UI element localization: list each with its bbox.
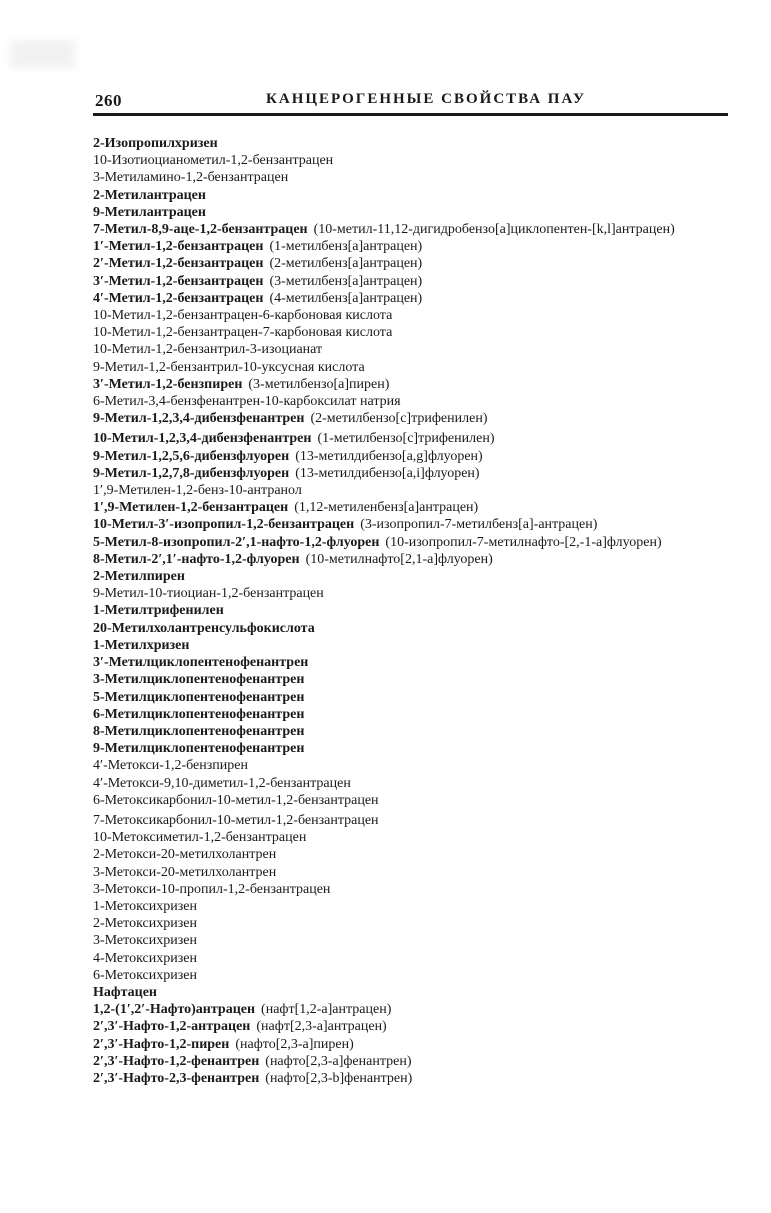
compound-name: 1′-Метил-1,2-бензантрацен	[93, 239, 264, 255]
compound-entry	[93, 273, 733, 290]
compound-entry	[93, 534, 733, 551]
compound-alt-name: (нафто[2,3-а]фенантрен)	[265, 1053, 412, 1069]
compound-entry	[93, 984, 733, 1001]
compound-name: 9-Метилциклопентенофенантрен	[93, 741, 305, 757]
compound-name: 4′-Метокси-9,10-диметил-1,2-бензантрацен	[93, 775, 351, 791]
compound-entry	[93, 812, 733, 829]
compound-alt-name: (1-метилбензо[с]трифенилен)	[317, 431, 495, 447]
compound-name: 2′,3′-Нафто-2,3-фенантрен	[93, 1070, 260, 1086]
compound-name: 2-Метокси-20-метилхолантрен	[93, 847, 277, 863]
compound-name: 1,2-(1′,2′-Нафто)антрацен	[93, 1002, 256, 1018]
compound-name: 10-Метил-1,2-бензантрацен-6-карбоновая кислота	[93, 308, 393, 324]
compound-entry	[93, 915, 733, 932]
compound-entry	[93, 307, 733, 324]
compound-entry	[93, 255, 733, 272]
compound-entry	[93, 135, 733, 152]
compound-entry	[93, 482, 733, 499]
compound-list	[93, 135, 733, 1087]
compound-alt-name: (нафт[2,3-а]антрацен)	[256, 1019, 387, 1035]
compound-entry	[93, 1018, 733, 1035]
compound-entry	[93, 637, 733, 654]
compound-name: 9-Метилантрацен	[93, 204, 206, 220]
compound-alt-name: (3-метилбензо[а]пирен)	[248, 376, 390, 392]
compound-entry	[93, 341, 733, 358]
compound-name: 6-Метилциклопентенофенантрен	[93, 706, 305, 722]
compound-entry	[93, 723, 733, 740]
compound-name: 3′-Метил-1,2-бензпирен	[93, 376, 243, 392]
compound-name: 10-Изотиоцианометил-1,2-бензантрацен	[93, 153, 334, 169]
page-number: 260	[95, 91, 122, 110]
compound-entry	[93, 324, 733, 341]
compound-name: 2′-Метил-1,2-бензантрацен	[93, 256, 264, 272]
compound-entry	[93, 792, 733, 809]
compound-name: 6-Метоксихризен	[93, 967, 197, 983]
compound-name: 2′,3′-Нафто-1,2-антрацен	[93, 1019, 251, 1035]
compound-name: 10-Метил-3′-изопропил-1,2-бензантрацен	[93, 517, 355, 533]
compound-name: 4′-Метокси-1,2-бензпирен	[93, 758, 248, 774]
compound-entry	[93, 187, 733, 204]
scan-smudge	[10, 40, 75, 68]
compound-entry	[93, 671, 733, 688]
compound-name: 9-Метил-1,2,3,4-дибензфенантрен	[93, 411, 305, 427]
compound-name: 2′,3′-Нафто-1,2-пирен	[93, 1036, 230, 1052]
compound-entry	[93, 221, 733, 238]
compound-name: 3′-Метил-1,2-бензантрацен	[93, 273, 264, 289]
compound-name: 9-Метил-10-тиоциан-1,2-бензантрацен	[93, 586, 324, 602]
compound-name: 9-Метил-1,2,7,8-дибензфлуорен	[93, 465, 290, 481]
compound-entry	[93, 846, 733, 863]
compound-name: 10-Метил-1,2,3,4-дибензфенантрен	[93, 431, 312, 447]
compound-entry	[93, 376, 733, 393]
compound-entry	[93, 359, 733, 376]
compound-alt-name: (10-изопропил-7-метилнафто-[2,-1-а]флуорен)	[385, 534, 662, 550]
compound-entry	[93, 775, 733, 792]
compound-name: 7-Метил-8,9-аце-1,2-бензантрацен	[93, 222, 308, 238]
compound-name: Нафтацен	[93, 984, 157, 1000]
compound-entry	[93, 1001, 733, 1018]
compound-name: 1′,9-Метилен-1,2-бензантрацен	[93, 500, 289, 516]
compound-name: 3′-Метилциклопентенофенантрен	[93, 655, 309, 671]
compound-entry	[93, 499, 733, 516]
compound-alt-name: (1-метилбенз[а]антрацен)	[269, 239, 423, 255]
compound-entry	[93, 551, 733, 568]
compound-name: 5-Метил-8-изопропил-2′,1-нафто-1,2-флуорен	[93, 534, 380, 550]
compound-entry	[93, 568, 733, 585]
compound-entry	[93, 204, 733, 221]
compound-alt-name: (1,12-метиленбенз[а]антрацен)	[294, 500, 479, 516]
compound-name: 2-Метилантрацен	[93, 187, 206, 203]
compound-entry	[93, 585, 733, 602]
compound-name: 2-Метоксихризен	[93, 916, 197, 932]
compound-entry	[93, 620, 733, 637]
compound-name: 8-Метилциклопентенофенантрен	[93, 723, 305, 739]
compound-alt-name: (нафто[2,3-а]пирен)	[235, 1036, 354, 1052]
compound-name: 7-Метоксикарбонил-10-метил-1,2-бензантрацен	[93, 812, 379, 828]
compound-name: 8-Метил-2′,1′-нафто-1,2-флуорен	[93, 551, 300, 567]
compound-alt-name: (нафто[2,3-b]фенантрен)	[265, 1070, 413, 1086]
compound-entry	[93, 238, 733, 255]
compound-alt-name: (13-метилдибензо[a,i]флуорен)	[295, 465, 480, 481]
compound-entry	[93, 881, 733, 898]
compound-entry	[93, 1036, 733, 1053]
compound-name: 5-Метилциклопентенофенантрен	[93, 689, 305, 705]
compound-name: 1′,9-Метилен-1,2-бенз-10-антранол	[93, 483, 302, 499]
header-rule	[93, 113, 728, 116]
compound-entry	[93, 654, 733, 671]
compound-entry	[93, 602, 733, 619]
compound-name: 10-Метоксиметил-1,2-бензантрацен	[93, 830, 307, 846]
compound-entry	[93, 1053, 733, 1070]
compound-name: 3-Метокси-10-пропил-1,2-бензантрацен	[93, 881, 331, 897]
compound-name: 2-Метилпирен	[93, 569, 185, 585]
compound-name: 3-Метокси-20-метилхолантрен	[93, 864, 277, 880]
compound-name: 1-Метоксихризен	[93, 898, 197, 914]
compound-alt-name: (3-изопропил-7-метилбенз[а]-антрацен)	[360, 517, 598, 533]
compound-name: 10-Метил-1,2-бензантрил-3-изоцианат	[93, 342, 323, 358]
compound-entry	[93, 152, 733, 169]
compound-entry	[93, 829, 733, 846]
compound-entry	[93, 932, 733, 949]
compound-name: 3-Метилциклопентенофенантрен	[93, 672, 305, 688]
compound-name: 20-Метилхолантренсульфокислота	[93, 620, 315, 636]
compound-entry	[93, 757, 733, 774]
compound-entry	[93, 898, 733, 915]
compound-alt-name: (нафт[1,2-а]антрацен)	[261, 1002, 392, 1018]
compound-entry	[93, 689, 733, 706]
compound-entry	[93, 740, 733, 757]
compound-entry	[93, 516, 733, 533]
compound-name: 1-Метилхризен	[93, 637, 190, 653]
compound-alt-name: (2-метилбенз[а]антрацен)	[269, 256, 423, 272]
compound-entry	[93, 1070, 733, 1087]
compound-entry	[93, 950, 733, 967]
compound-name: 9-Метил-1,2-бензантрил-10-уксусная кислота	[93, 359, 365, 375]
compound-entry	[93, 864, 733, 881]
compound-alt-name: (4-метилбенз[а]антрацен)	[269, 290, 423, 306]
compound-entry	[93, 393, 733, 410]
compound-entry	[93, 290, 733, 307]
compound-name: 6-Метил-3,4-бензфенантрен-10-карбоксилат натрия	[93, 394, 401, 410]
compound-entry	[93, 706, 733, 723]
compound-entry	[93, 465, 733, 482]
running-head: КАНЦЕРОГЕННЫЕ СВОЙСТВА ПАУ	[266, 91, 587, 107]
compound-entry	[93, 410, 733, 427]
compound-alt-name: (13-метилдибензо[a,g]флуорен)	[295, 448, 483, 464]
compound-name: 3-Метоксихризен	[93, 933, 197, 949]
compound-name: 4-Метоксихризен	[93, 950, 197, 966]
compound-name: 10-Метил-1,2-бензантрацен-7-карбоновая кислота	[93, 325, 393, 341]
compound-entry	[93, 448, 733, 465]
compound-alt-name: (3-метилбенз[а]антрацен)	[269, 273, 423, 289]
compound-entry	[93, 169, 733, 186]
compound-name: 6-Метоксикарбонил-10-метил-1,2-бензантрацен	[93, 792, 379, 808]
compound-name: 3-Метиламино-1,2-бензантрацен	[93, 170, 289, 186]
compound-entry	[93, 967, 733, 984]
compound-alt-name: (10-метил-11,12-дигидробензо[а]циклопентен-[k,l]антрацен)	[313, 222, 675, 238]
compound-name: 2-Изопропилхризен	[93, 136, 218, 151]
compound-name: 9-Метил-1,2,5,6-дибензфлуорен	[93, 448, 290, 464]
compound-name: 2′,3′-Нафто-1,2-фенантрен	[93, 1053, 260, 1069]
compound-entry	[93, 430, 733, 447]
compound-name: 1-Метилтрифенилен	[93, 603, 224, 619]
compound-alt-name: (10-метилнафто[2,1-а]флуорен)	[305, 551, 493, 567]
compound-alt-name: (2-метилбензо[с]трифенилен)	[310, 411, 488, 427]
compound-name: 4′-Метил-1,2-бензантрацен	[93, 290, 264, 306]
